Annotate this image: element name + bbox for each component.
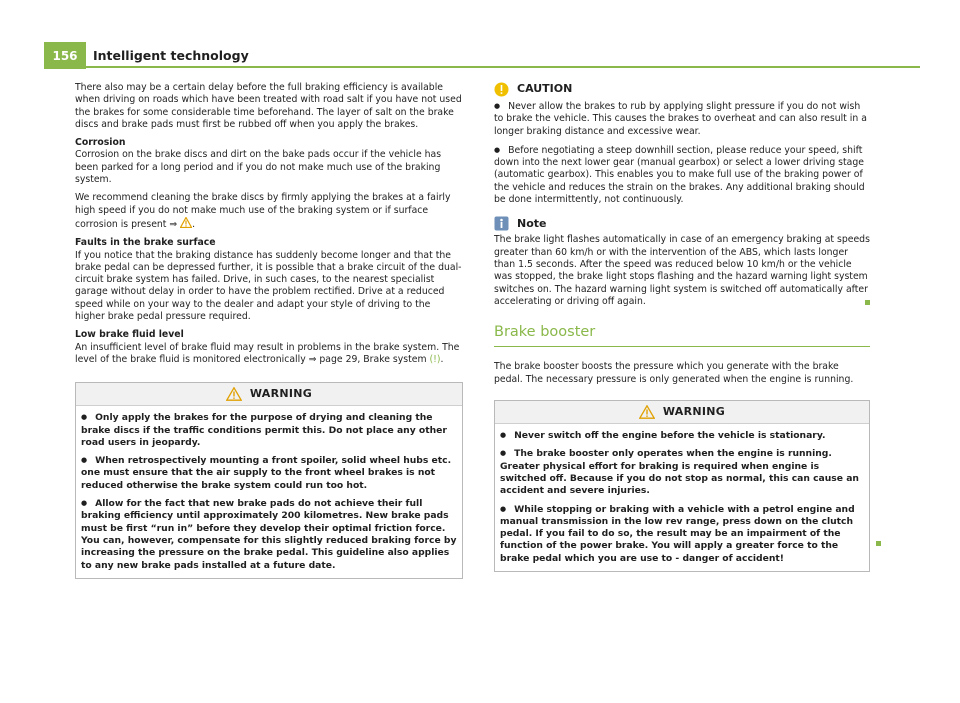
note-body: The brake light flashes automatically in case of an emergency braking at speeds greater than 60 km/h or with the intervention of the ABS, which lasts longer than 1.5 seconds. After the speed was reduced below 10 km/h or the vehicle was stopped, the brake light stops flashing and the hazard warning light system switches on. The hazard warning light system is switched off automatically after accelerating or driving off again. [494, 234, 870, 307]
caution-item: ● Before negotiating a steep downhill section, please reduce your speed, shift down into the next lower gear (manual gearbox) or select a lower driving stage (automatic gearbox). This enables you to make full use of the braking power of the vehicle and reduces the strain on the brakes. Any additional braking should be done intermittently, not continuously. [494, 144, 870, 206]
warning-item: ● Allow for the fact that new brake pads do not achieve their full braking efficiency until approximately 200 kilometres. New brake pads must be first “run in” before they develop their optimal friction force. You can, however, compensate for this slightly reduced braking force by increasing the pressure on the brake pedal. This guideline also applies to any new brake pads installed at a future date. [81, 497, 457, 572]
left-column [75, 82, 463, 579]
right-column [494, 82, 870, 572]
cleaning-paragraph: We recommend cleaning the brake discs by firmly applying the brakes at a fairly high speed if you do not make much use of the braking system or if surface corrosion is present ⇒ . [75, 192, 451, 230]
fluid-text[interactable]: An insufficient level of brake fluid may result in problems in the brake system. The level of the brake fluid is monitored electronically ⇒ page 29, Brake system [75, 341, 460, 365]
warning-triangle-icon [226, 387, 242, 401]
warning-box-header [76, 383, 462, 406]
warning-box-left [75, 382, 463, 579]
warning-box-header [495, 401, 869, 424]
warning-triangle-icon [639, 405, 655, 419]
caution-item: ● Never allow the brakes to rub by applying slight pressure if you do not wish to brake the vehicle. This causes the brakes to overheat and can also result in a longer braking distance and excessive wear. [494, 100, 870, 138]
warning-item: ● When retrospectively mounting a front spoiler, solid wheel hubs etc. one must ensure that the air supply to the front wheel brakes is not reduced otherwise the brake system could run too hot. [81, 454, 457, 492]
chapter-title: Intelligent technology [93, 48, 249, 63]
warning-item: ● While stopping or braking with a vehicle with a petrol engine and manual transmission in the low rev range, press down on the clutch pedal. If you fail to do so, the result may be an impairment of the function of the power brake. You will apply a greater force to the brake pedal which you are use to - danger of accident! [500, 503, 864, 565]
warning-triangle-ref-icon[interactable] [180, 217, 192, 228]
fluid-paragraph: An insufficient level of brake fluid may result in problems in the brake system. The level of the brake fluid is monitored electronically ⇒ page 29, Brake system (!). [75, 341, 460, 365]
caution-header [494, 82, 870, 97]
warning-box-body [495, 424, 869, 571]
warning-title: WARNING [662, 404, 726, 418]
warning-item: ● Never switch off the engine before the vehicle is stationary. [500, 429, 864, 442]
section-end-marker [876, 541, 881, 546]
caution-title: CAUTION [517, 82, 573, 96]
brake-system-symbol: (!) [429, 353, 441, 365]
fluid-heading: Low brake fluid level [75, 329, 184, 341]
cleaning-text: We recommend cleaning the brake discs by firmly applying the brakes at a fairly high speed if you do not make much use of the braking system or if surface corrosion is present ⇒ [75, 192, 451, 230]
corrosion-heading: Corrosion [75, 137, 126, 149]
note-header [494, 216, 870, 231]
section-end-marker [865, 300, 870, 305]
booster-paragraph: The brake booster boosts the pressure which you generate with the brake pedal. The necessary pressure is only generated when the engine is running. [494, 361, 854, 385]
warning-box-right [494, 400, 870, 572]
caution-exclamation-icon [494, 82, 509, 97]
note-title: Note [517, 216, 547, 230]
header-rule [86, 66, 920, 68]
page-number: 156 [44, 42, 86, 69]
warning-item: ● Only apply the brakes for the purpose of drying and cleaning the brake discs if the traffic conditions permit this. Do not place any other road users in jeopardy. [81, 411, 457, 449]
note-text [494, 234, 870, 308]
info-note-icon [494, 216, 509, 231]
corrosion-paragraph: Corrosion on the brake discs and dirt on the bake pads occur if the vehicle has been parked for a long period and if you do not make much use of the braking system. [75, 149, 442, 186]
section-title-brake-booster: Brake booster [494, 326, 870, 347]
faults-paragraph: If you notice that the braking distance has suddenly become longer and that the brake pedal can be depressed further, it is possible that a brake circuit of the dual-circuit brake system has failed. Drive, in such cases, to the nearest specialist garage without delay in order to have the problem rectified. Drive at a reduced speed while on your way to the dealer and adapt your style of driving to the higher brake pedal pressure required. [75, 249, 462, 323]
warning-item: ● The brake booster only operates when the engine is running. Greater physical effort for braking is required when engine is switched off. Because if you do not stop as normal, this can cause an accident and severe injuries. [500, 447, 864, 497]
intro-paragraph: There also may be a certain delay before the full braking efficiency is available when driving on roads which have been treated with road salt if you have not used the brakes for some considerable time beforehand. The layer of salt on the brake discs and brake pads must first be rubbed off when you apply the brakes. [75, 82, 462, 130]
faults-heading: Faults in the brake surface [75, 237, 216, 249]
warning-box-body [76, 406, 462, 578]
warning-title: WARNING [249, 387, 313, 401]
